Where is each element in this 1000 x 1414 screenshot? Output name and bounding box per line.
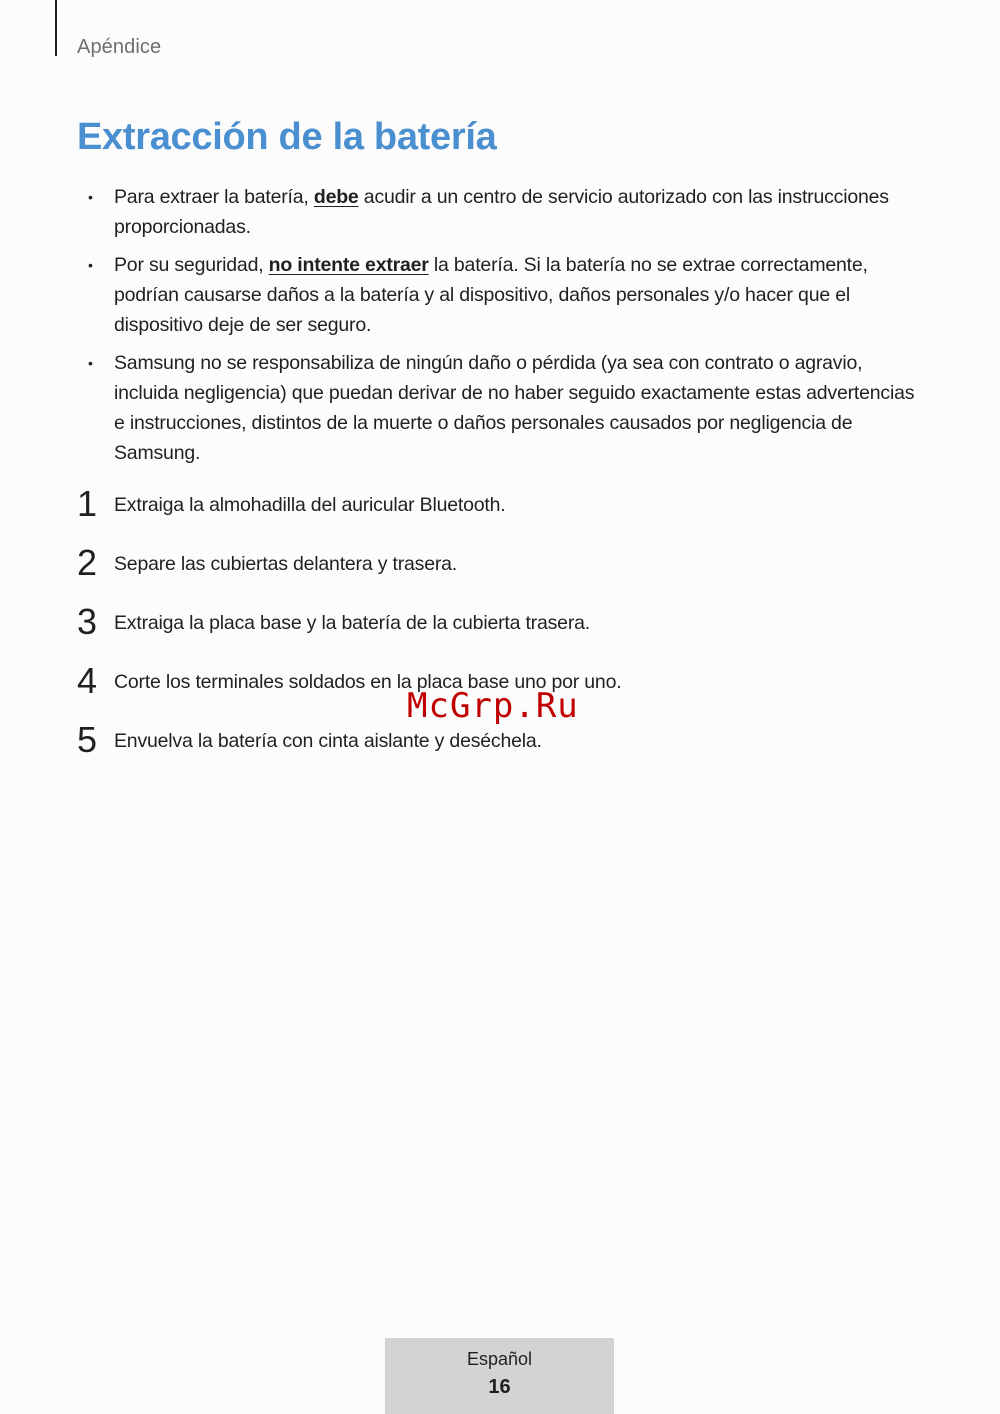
bullet-text-before: Para extraer la batería, [114, 186, 314, 208]
step-item [77, 602, 927, 661]
footer-page-box [385, 1338, 614, 1414]
list-item [77, 182, 927, 242]
bullet-text-after: la batería. Si la batería no se extrae correctamente, podrían causarse daños a la batería y al dispositivo, daños personales y/o hacer que el dispositivo deje de ser seguro. [114, 254, 868, 336]
step-number: 5 [77, 719, 98, 760]
step-number: 2 [77, 542, 98, 583]
step-item [77, 484, 927, 543]
step-text: Extraiga la placa base y la batería de la cubierta trasera. [114, 612, 590, 634]
step-text: Separe las cubiertas delantera y trasera. [114, 553, 457, 575]
list-item [77, 250, 927, 340]
warning-list [77, 182, 927, 476]
bullet-text: Samsung no se responsabiliza de ningún daño o pérdida (ya sea con contrato o agravio, incluida negligencia) que puedan derivar de no haber seguido exactamente estas advertencias e instrucciones, distintos de la muerte o daños personales causados por negligencia de Samsung. [114, 352, 915, 464]
page-number: 16 [488, 1376, 511, 1398]
bullet-text-after: acudir a un centro de servicio autorizado con las instrucciones proporcionadas. [114, 186, 889, 238]
bullet-icon: • [88, 257, 93, 273]
bullet-icon: • [88, 189, 93, 205]
bullet-emphasis: debe [313, 186, 359, 208]
step-number: 3 [77, 601, 98, 642]
step-item [77, 543, 927, 602]
step-text: Envuelva la batería con cinta aislante y deséchela. [114, 730, 542, 752]
step-number: 1 [77, 483, 98, 524]
section-divider-bar [55, 0, 57, 56]
step-item [77, 720, 927, 779]
step-text: Corte los terminales soldados en la placa base uno por uno. [114, 671, 622, 693]
steps-list [77, 484, 927, 779]
bullet-emphasis: no intente extraer [268, 254, 429, 276]
bullet-icon: • [88, 355, 93, 371]
watermark: McGrp.Ru [407, 686, 579, 726]
footer-language: Español [466, 1349, 533, 1369]
step-text: Extraiga la almohadilla del auricular Bluetooth. [114, 494, 506, 516]
bullet-text-before: Por su seguridad, [114, 254, 269, 276]
list-item [77, 348, 927, 468]
section-label: Apéndice [77, 36, 162, 58]
page-title: Extracción de la batería [77, 116, 497, 158]
step-number: 4 [77, 660, 98, 701]
